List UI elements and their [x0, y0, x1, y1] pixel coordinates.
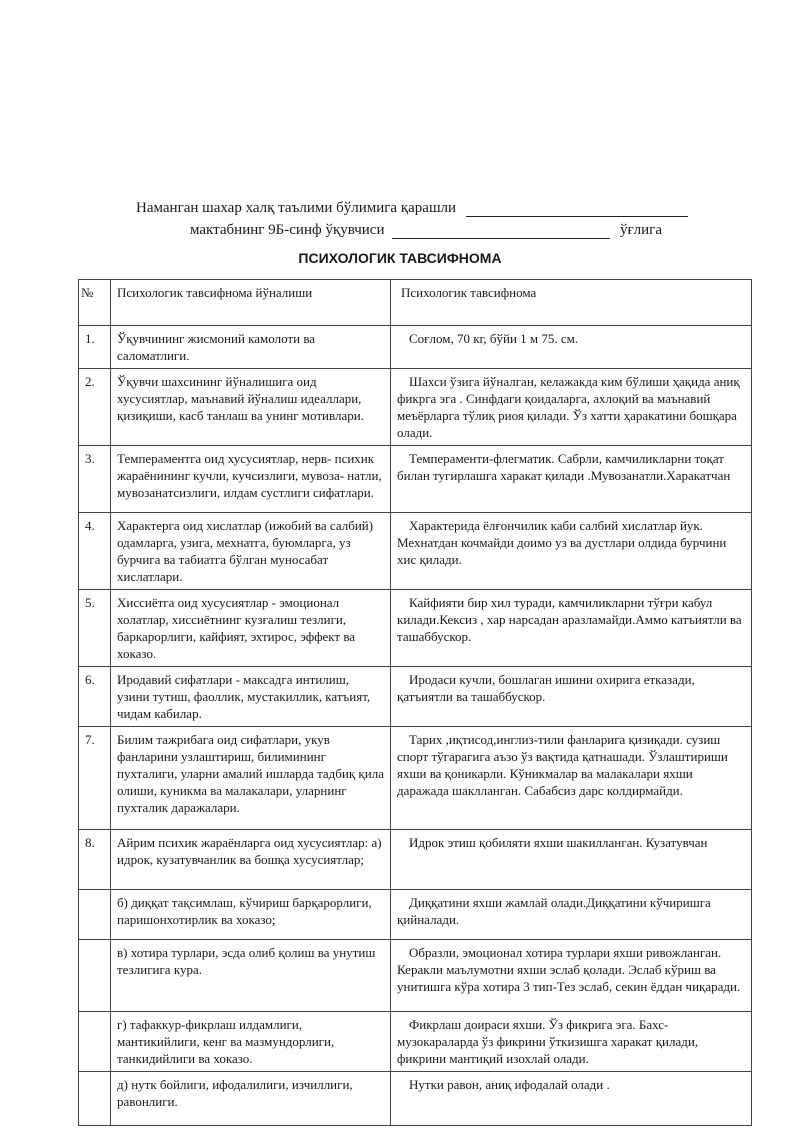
row-direction: б) диққат тақсимлаш, кўчириш барқарорлиги, паришонхотирлик ва хоказо;: [111, 890, 391, 940]
row-number: 8.: [79, 830, 111, 890]
row-number: 1.: [79, 326, 111, 369]
header-line-1: [136, 200, 688, 217]
row-description-cell: [391, 369, 752, 446]
row-description-cell: [391, 513, 752, 590]
row-description: Образли, эмоционал хотира турлари яхши ривожланган. Керакли маълумотни яхши эслаб қолади. Эслаб кўриш ва унитишга кўра хотира 3 тип-Тез эслаб, секин ёддан чиқаради.: [397, 945, 741, 994]
table-row: [79, 326, 752, 369]
row-number: 4.: [79, 513, 111, 590]
row-direction: Ўқувчининг жисмоний камолоти ва саломатлиги.: [111, 326, 391, 369]
row-direction: г) тафаккур-фикрлаш илдамлиги, мантикийлиги, кенг ва мазмундорлиги, танкидийлиги ва хоказо.: [111, 1012, 391, 1072]
row-direction: Характерга оид хислатлар (ижобий ва салбий) одамларга, узига, мехнатга, буюмларга, уз бурчига ва табиатга бўлган муносабат хислатлари.: [111, 513, 391, 590]
document-title: ПСИХОЛОГИК ТАВСИФНОМА: [298, 250, 502, 266]
row-direction: Билим тажрибага оид сифатлари, укув фанларини узлаштириш, билимининг пухталиги, уларни амалий ишларда тадбиқ қила олиши, куникма ва малакалари, уларнинг пухталик даражалари.: [111, 727, 391, 830]
header-line-2-prefix: мактабнинг 9Б-синф ўқувчиси: [190, 222, 385, 238]
header-line-2-suffix: ўғлига: [620, 222, 662, 238]
row-description-cell: [391, 667, 752, 727]
table-row: [79, 667, 752, 727]
table-row: [79, 590, 752, 667]
row-description-cell: [391, 890, 752, 940]
table-row: [79, 513, 752, 590]
header-number: №: [79, 280, 111, 326]
row-number: [79, 890, 111, 940]
row-direction: Хиссиётга оид хусусиятлар - эмоционал холатлар, хиссиётнинг кузғалиш тезлиги, баркарорлиги, кайфият, эхтирос, эффект ва хоказо.: [111, 590, 391, 667]
row-number: [79, 940, 111, 1012]
row-description-cell: [391, 830, 752, 890]
table-header-row: [79, 280, 752, 326]
row-description-cell: [391, 940, 752, 1012]
student-name-blank: [392, 224, 610, 239]
row-description: Кайфияти бир хил туради, камчиликларни тўғри кабул килади.Кексиз , хар нарсадан аразламайди.Аммо катъиятли ва ташаббускор.: [397, 595, 742, 644]
row-number: [79, 1072, 111, 1126]
row-description: Тарих ,иқтисод,инглиз-тили фанларига қизиқади. сузиш спорт тўгарагига аъзо ўз вақтида қатнашади. Ўзлаштириши яхши ва қоникарли. Кўникмалар ва малакалари яхши даражада шаклланган. Сабабсиз дарс колдирмайди.: [397, 732, 728, 798]
row-number: 6.: [79, 667, 111, 727]
table-row: [79, 1072, 752, 1126]
row-description: Фикрлаш доираси яхши. Ўз фикрига эга. Бахс-музокараларда ўз фикрини ўткизишга харакат қилади, фикрини мантиқий изохлай олади.: [397, 1017, 699, 1066]
table-row: [79, 940, 752, 1012]
row-description: Иродаси кучли, бошлаган ишини охирига етказади, қатъиятли ва ташаббускор.: [397, 672, 695, 704]
row-number: 7.: [79, 727, 111, 830]
table-row: [79, 1012, 752, 1072]
row-direction: в) хотира турлари, эсда олиб қолиш ва унутиш тезлигига кура.: [111, 940, 391, 1012]
table-row: [79, 830, 752, 890]
row-description: Характерида ёлғончилик каби салбий хислатлар йук. Мехнатдан кочмайди доимо уз ва дустлари олдида бурчини хис қилади.: [397, 518, 727, 567]
row-number: 2.: [79, 369, 111, 446]
row-description-cell: [391, 1072, 752, 1126]
header-line-2: [190, 222, 662, 239]
row-direction: Иродавий сифатлари - максадга интилиш, узини тутиш, фаоллик, мустакиллик, катъият, чидам кабилар.: [111, 667, 391, 727]
row-direction: д) нутк бойлиги, ифодалилиги, изчиллиги, равонлиги.: [111, 1072, 391, 1126]
row-description: Идрок этиш қобиляти яхши шакилланган. Кузатувчан: [409, 835, 708, 850]
header-line-1-text: Наманган шахар халқ таълими бўлимига қарашли: [136, 200, 457, 216]
row-description: Соғлом, 70 кг, бўйи 1 м 75. см.: [409, 331, 579, 346]
row-number: 3.: [79, 446, 111, 513]
row-description: Темпераменти-флегматик. Сабрли, камчиликларни тоқат билан тугирлашга харакат қилади .Мувозанатли.Харакатчан: [397, 451, 731, 483]
row-direction: Айрим психик жараёнларга оид хусусиятлар: а) идрок, кузатувчанлик ва бошқа хусусиятлар;: [111, 830, 391, 890]
row-direction: Темпераментга оид хусусиятлар, нерв- психик жараёнининг кучли, кучсизлиги, мувоза- натли, мувозанатсизлиги, илдам сустлиги сифатлари.: [111, 446, 391, 513]
school-name-blank: [466, 202, 688, 217]
row-description-cell: [391, 727, 752, 830]
row-number: 5.: [79, 590, 111, 667]
row-number: [79, 1012, 111, 1072]
table-row: [79, 369, 752, 446]
row-description-cell: [391, 446, 752, 513]
header-direction: Психологик тавсифнома йўналиши: [111, 280, 391, 326]
row-description-cell: [391, 590, 752, 667]
row-description: Шахси ўзига йўналган, келажакда ким бўлиши ҳақида аниқ фикрга эга . Синфдаги қоидаларга, ахлоқий ва маънавий меъёрларга тўлиқ риоя қилади. Ўз хатти ҳаракатини бошқара олади.: [397, 374, 740, 440]
row-direction: Ўқувчи шахсининг йўналишига оид хусусиятлар, маънавий йўналиш идеаллари, қизиқиши, касб танлаш ва унинг мотивлари.: [111, 369, 391, 446]
row-description-cell: [391, 1012, 752, 1072]
row-description: Нутки равон, аниқ ифодалай олади .: [409, 1077, 610, 1092]
characteristics-table: [78, 279, 752, 1126]
header-description: Психологик тавсифнома: [391, 280, 752, 326]
table-row: [79, 890, 752, 940]
table-row: [79, 727, 752, 830]
row-description: Диққатини яхши жамлай олади.Диққатини кўчиришга қийналади.: [397, 895, 711, 927]
table-row: [79, 446, 752, 513]
row-description-cell: [391, 326, 752, 369]
